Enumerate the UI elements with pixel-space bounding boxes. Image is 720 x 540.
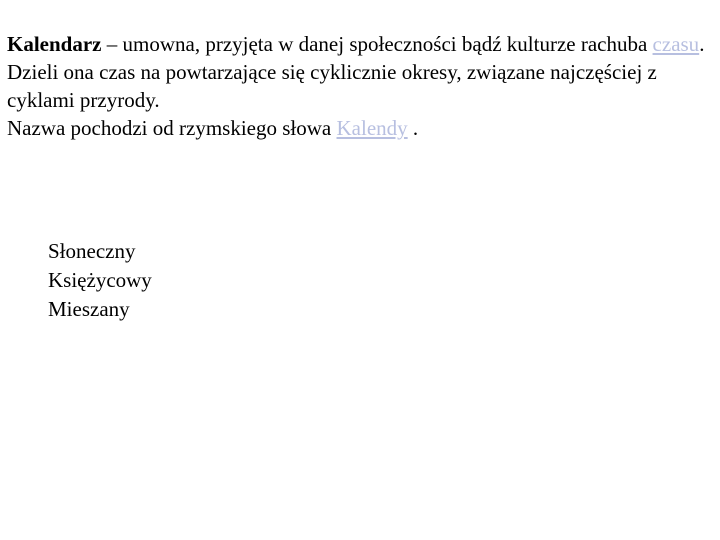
link-czasu[interactable]: czasu <box>652 32 700 56</box>
term-kalendarz: Kalendarz <box>7 32 102 56</box>
list-item: Mieszany <box>48 297 130 321</box>
link-kalendy[interactable]: Kalendy <box>336 116 408 140</box>
definition-text-2: . Dzieli ona czas na powtarzające się cyklicznie okresy, związane najczęściej z cyklami przyrody. <box>7 32 705 112</box>
definition-text-1: – umowna, przyjęta w danej społeczności bądź kulturze rachuba <box>101 32 653 56</box>
definition-paragraph <box>7 30 713 142</box>
list-item: Słoneczny <box>48 239 136 263</box>
list-item: Księżycowy <box>48 268 152 292</box>
etymology-text: Nazwa pochodzi od rzymskiego słowa <box>7 116 337 140</box>
etymology-end: . <box>407 116 419 140</box>
calendar-types-list <box>48 237 152 324</box>
